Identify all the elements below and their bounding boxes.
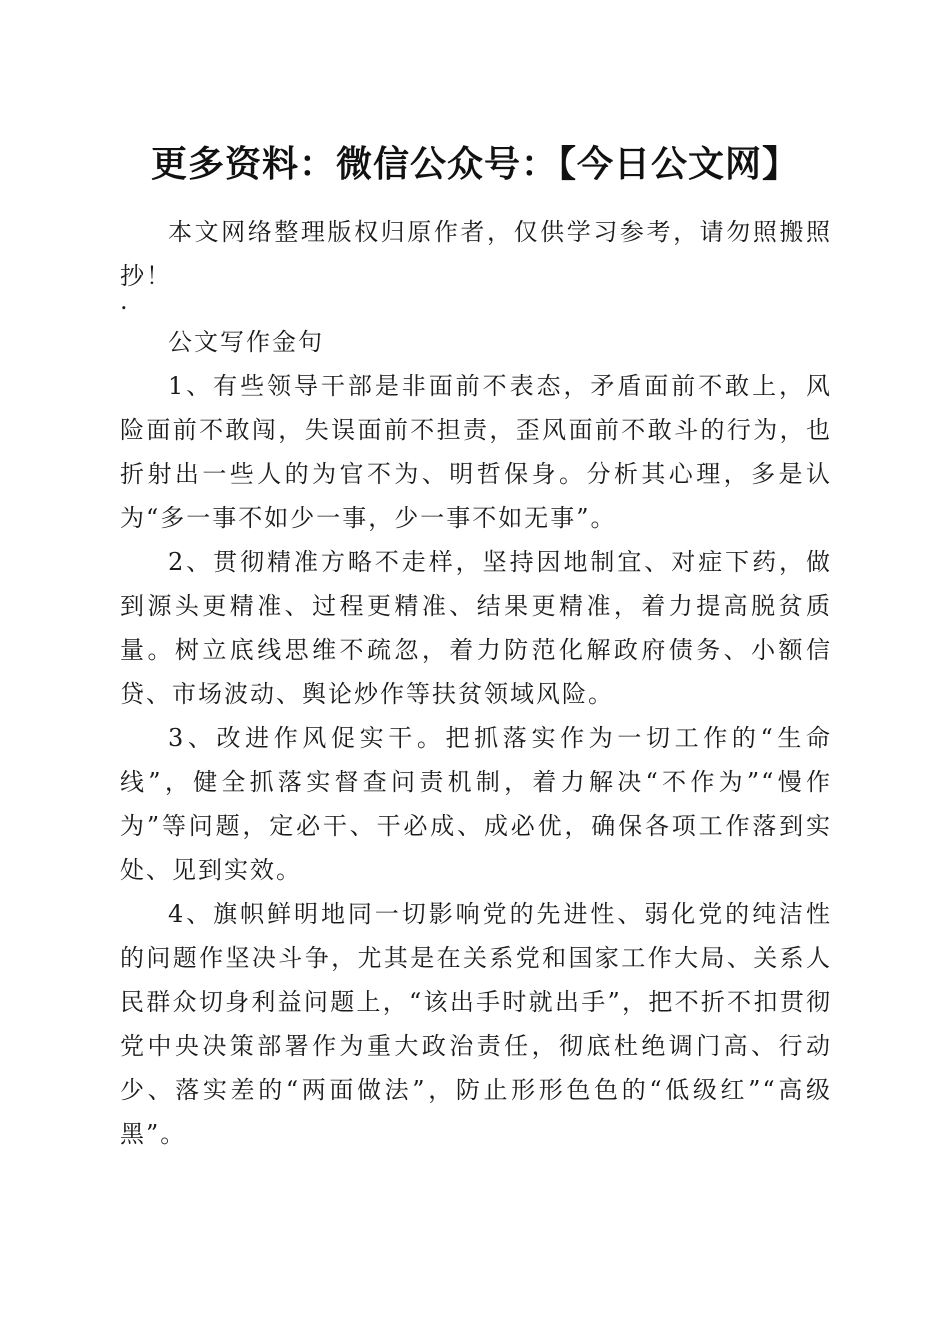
copyright-notice: 本文网络整理版权归原作者，仅供学习参考，请勿照搬照抄！ [120,218,832,290]
paragraph-2: 2、贯彻精准方略不走样，坚持因地制宜、对症下药，做到源头更精准、过程更精准、结果更精准，着力提高脱贫质量。树立底线思维不疏忽，着力防范化解政府债务、小额信贷、市场波动、舆论炒作等扶贫领域风险。 [120,548,832,708]
separator-dot: . [120,287,130,315]
paragraph-1: 1、有些领导干部是非面前不表态，矛盾面前不敢上，风险面前不敢闯，失误面前不担责，歪风面前不敢斗的行为，也折射出一些人的为官不为、明哲保身。分析其心理，多是认为“多一事不如少一事，少一事不如无事”。 [120,372,832,532]
document-body [120,210,832,1156]
paragraph-4: 4、旗帜鲜明地同一切影响党的先进性、弱化党的纯洁性的问题作坚决斗争，尤其是在关系党和国家工作大局、关系人民群众切身利益问题上，“该出手时就出手”，把不折不扣贯彻党中央决策部署作为重大政治责任，彻底杜绝调门高、行动少、落实差的“两面做法”，防止形形色色的“低级红”“高级黑”。 [120,900,832,1148]
paragraph-3: 3、改进作风促实干。把抓落实作为一切工作的“生命线”，健全抓落实督查问责机制，着力解决“不作为”“慢作为”等问题，定必干、干必成、成必优，确保各项工作落到实处、见到实效。 [120,724,832,884]
page-title: 更多资料：微信公众号：【今日公文网】 [150,144,799,185]
section-heading: 公文写作金句 [168,328,324,356]
